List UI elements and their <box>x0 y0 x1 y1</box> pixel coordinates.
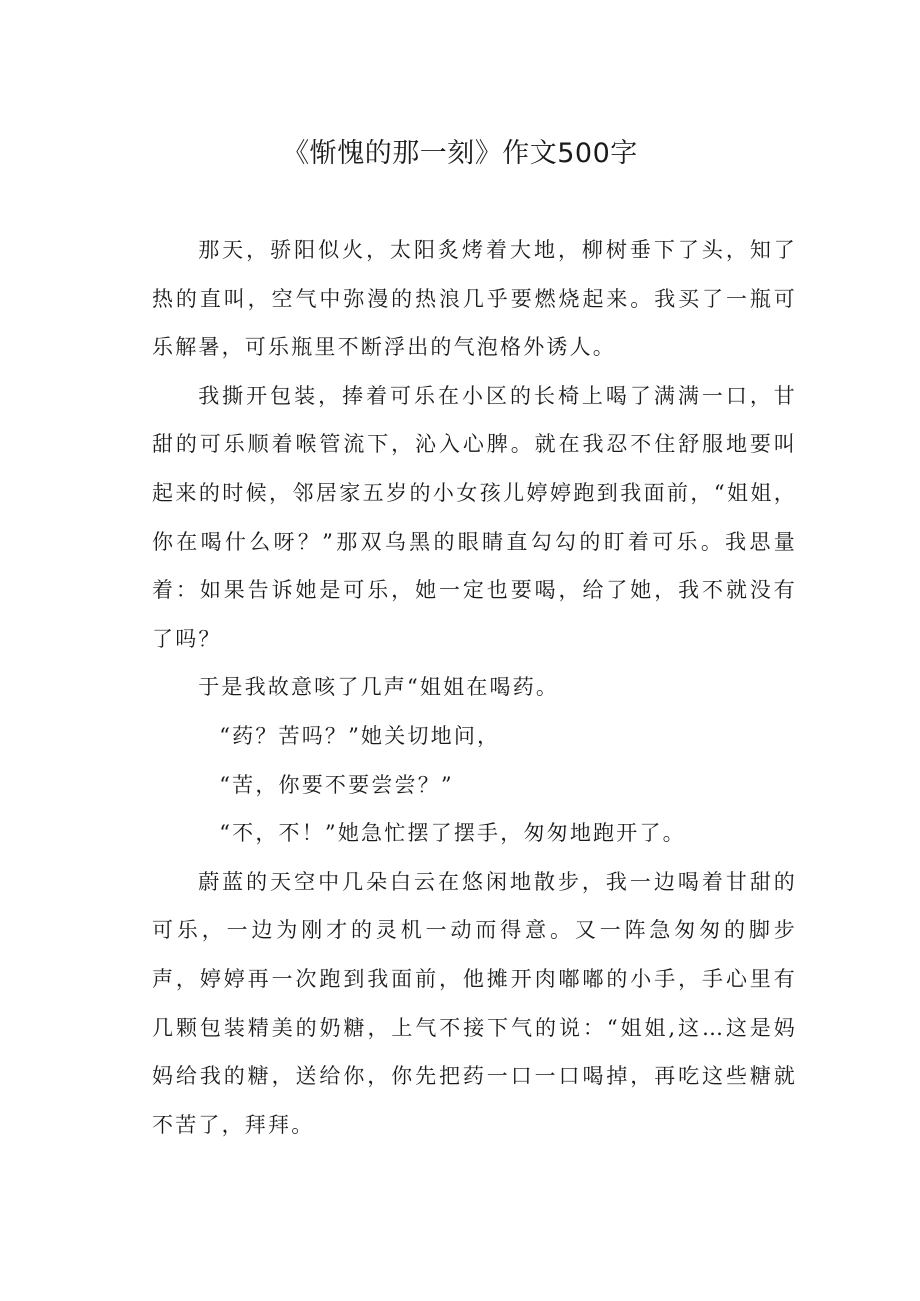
paragraph-5: “苦，你要不要尝尝？” <box>219 772 454 797</box>
document-body <box>152 226 797 1149</box>
paragraph-1: 那天，骄阳似火，太阳炙烤着大地，柳树垂下了头，知了热的直叫，空气中弥漫的热浪几乎要燃烧起来。我买了一瓶可乐解暑，可乐瓶里不断浮出的气泡格外诱人。 <box>152 238 797 360</box>
paragraph-4: “药？苦吗？”她关切地问， <box>219 723 501 748</box>
paragraph-3: 于是我故意咳了几声“姐姐在喝药。 <box>198 675 560 700</box>
paragraph-7: 蔚蓝的天空中几朵白云在悠闲地散步，我一边喝着甘甜的可乐，一边为刚才的灵机一动而得意。又一阵急匆匆的脚步声，婷婷再一次跑到我面前，他摊开肉嘟嘟的小手，手心里有几颗包装精美的奶糖，上气不接下气的说：“姐姐,这…这是妈妈给我的糖，送给你，你先把药一口一口喝掉，再吃这些糖就不苦了，拜拜。 <box>152 869 797 1137</box>
document-title: 《惭愧的那一刻》作文500字 <box>282 138 638 169</box>
paragraph-2: 我撕开包装，捧着可乐在小区的长椅上喝了满满一口，甘甜的可乐顺着喉管流下，沁入心脾。就在我忍不住舒服地要叫起来的时候，邻居家五岁的小女孩儿婷婷跑到我面前，“姐姐，你在喝什么呀？”那双乌黑的眼睛直勾勾的盯着可乐。我思量着：如果告诉她是可乐，她一定也要喝，给了她，我不就没有了吗？ <box>152 383 797 651</box>
paragraph-6: “不，不！”她急忙摆了摆手，匆匆地跑开了。 <box>219 821 686 846</box>
